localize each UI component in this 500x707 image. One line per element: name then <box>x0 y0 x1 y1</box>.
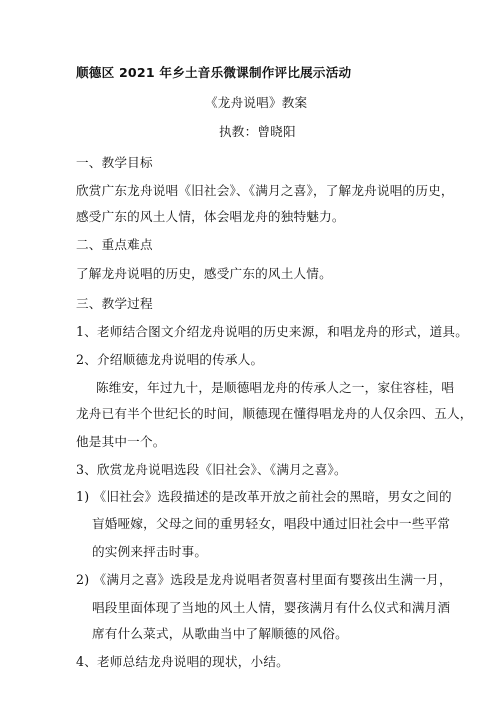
document-title: 顺德区 2021 年乡土音乐微课制作评比展示活动 <box>76 65 352 80</box>
section-heading-key-points: 二、重点难点 <box>76 237 153 252</box>
key-points-line-1: 了解龙舟说唱的历史，感受广东的风土人情。 <box>76 266 332 281</box>
inheritor-paragraph-line-2: 龙舟已有半个世纪长的时间，顺德现在懂得唱龙舟的人仅余四、五人， <box>76 406 473 421</box>
excerpt-1-line-3: 的实例来抨击时事。 <box>92 544 208 559</box>
excerpt-2-line-3: 席有什么菜式，从歌曲当中了解顺德的风俗。 <box>92 626 348 641</box>
process-step-1: 1、老师结合图文介绍龙舟说唱的历史来源，和唱龙舟的形式，道具。 <box>76 324 469 339</box>
inheritor-paragraph-line-3: 他是其中一个。 <box>76 434 166 449</box>
process-step-2: 2、介绍顺德龙舟说唱的传承人。 <box>76 352 264 367</box>
inheritor-paragraph-line-1: 陈维安，年过九十，是顺德唱龙舟的传承人之一，家住容桂，唱 <box>96 380 455 395</box>
excerpt-1-line-2: 盲婚哑嫁，父母之间的重男轻女，唱段中通过旧社会中一些平常 <box>92 516 451 531</box>
lesson-plan-title: 《龙舟说唱》教案 <box>205 95 308 110</box>
excerpt-1-line-1: 1) 《旧社会》选段描述的是改革开放之前社会的黑暗，男女之间的 <box>76 489 452 504</box>
section-heading-process: 三、教学过程 <box>76 296 153 311</box>
goals-line-1: 欣赏广东龙舟说唱《旧社会》、《满月之喜》，了解龙舟说唱的历史， <box>76 183 454 198</box>
process-step-4: 4、老师总结龙舟说唱的现状，小结。 <box>76 654 289 669</box>
goals-line-2: 感受广东的风土人情，体会唱龙舟的独特魅力。 <box>76 209 345 224</box>
section-heading-goals: 一、教学目标 <box>76 155 153 170</box>
process-step-3: 3、欣赏龙舟说唱选段《旧社会》、《满月之喜》。 <box>76 462 347 477</box>
teacher-line: 执教：曾晓阳 <box>219 124 296 139</box>
excerpt-2-line-2: 唱段里面体现了当地的风土人情，婴孩满月有什么仪式和满月酒 <box>92 600 451 615</box>
excerpt-2-line-1: 2) 《满月之喜》选段是龙舟说唱者贺喜村里面有婴孩出生满一月， <box>76 572 452 587</box>
